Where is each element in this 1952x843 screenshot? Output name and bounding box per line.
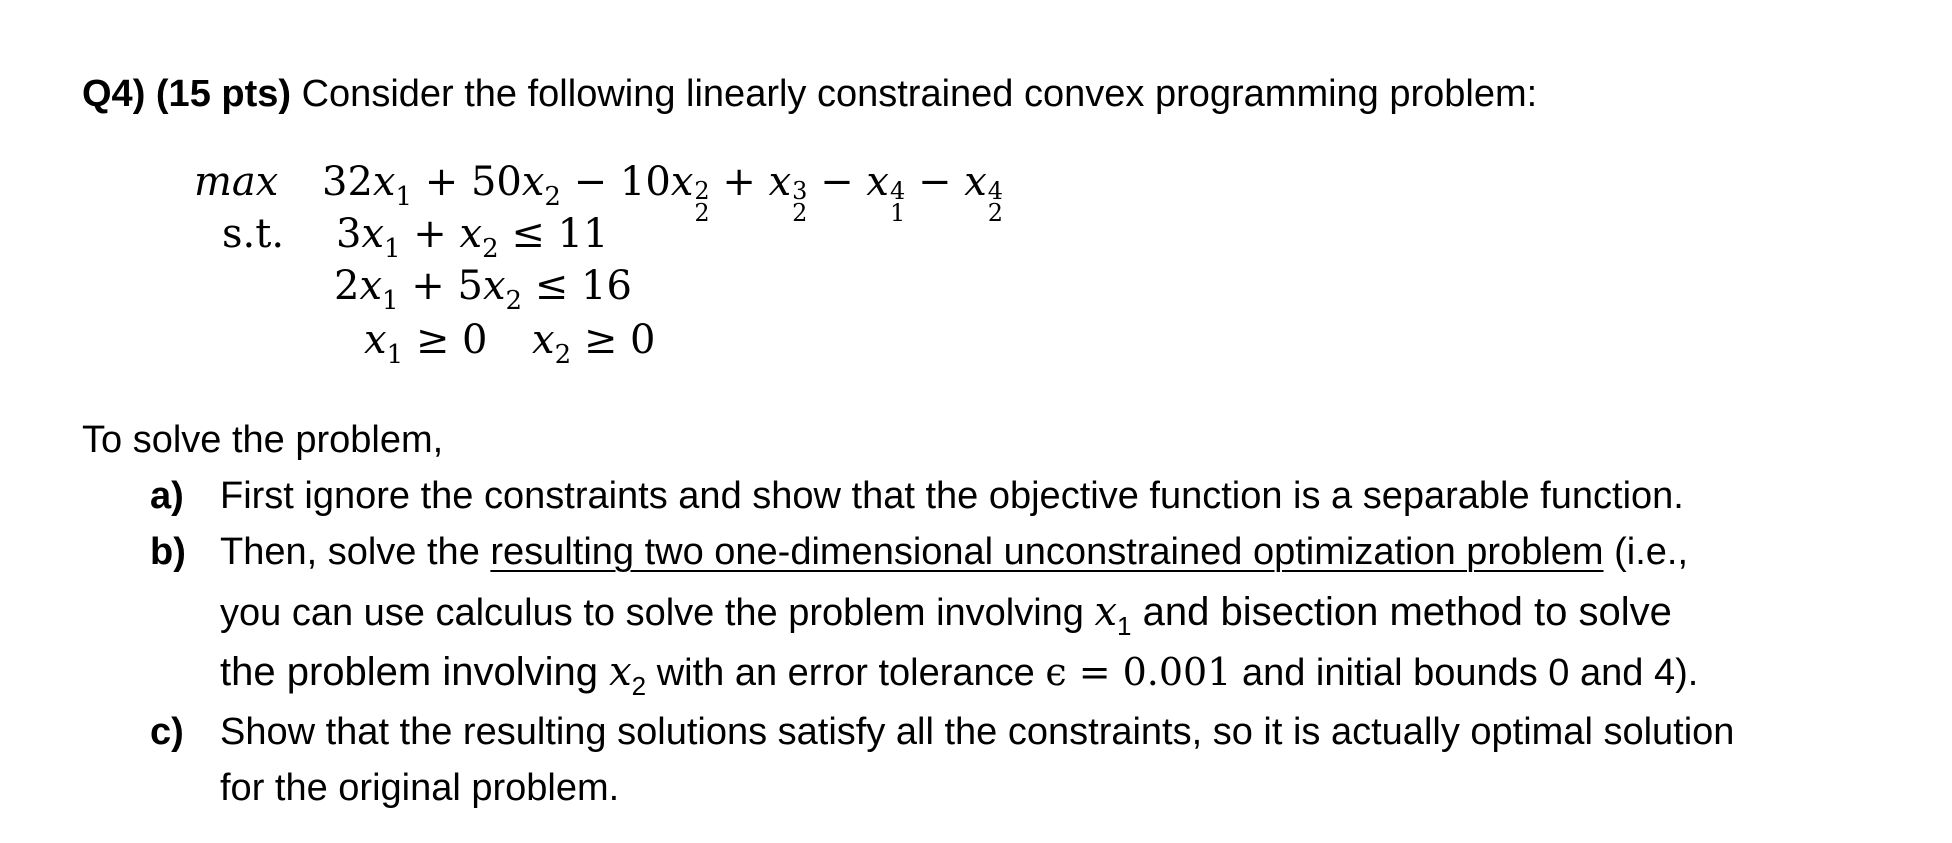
max-keyword: max xyxy=(194,159,279,205)
item-b-line-1: Then, solve the resulting two one-dimensional unconstrained optimization problem (i.e., xyxy=(220,531,1689,573)
question-label: Q4) (15 pts) xyxy=(82,73,292,115)
nonnegativity-x2: $x_2 \ge 0$ xyxy=(532,317,656,370)
objective-row xyxy=(194,160,278,204)
constraint-1: $3x_1 + x_2 \le 11$ xyxy=(336,211,609,264)
item-b-line-2: you can use calculus to solve the problem involving $x_1$ and bisection method to solve xyxy=(220,589,1672,641)
question-heading xyxy=(82,72,1537,116)
item-a-label: a) xyxy=(150,475,184,517)
objective-function: $32x_1 + 50x_2 - 10x$ 2 2 + x 3 2 − x 4 1 − x 4 2 xyxy=(322,159,1004,227)
constraint-2: $2x_1 + 5x_2 \le 16$ xyxy=(334,263,632,316)
item-c-line-1: Show that the resulting solutions satisfy all the constraints, so it is actually optimal solution xyxy=(220,711,1735,753)
item-b-label: b) xyxy=(150,531,186,573)
subject-to-keyword: s.t. xyxy=(222,211,285,257)
lead-text: To solve the problem, xyxy=(82,419,444,461)
epsilon-value: ϵ = 0.001 xyxy=(1045,650,1232,694)
item-c-label: c) xyxy=(150,711,184,753)
underlined-phrase: resulting two one-dimensional unconstrained optimization problem xyxy=(490,531,1604,573)
item-c-line-2: for the original problem. xyxy=(220,767,620,809)
nonnegativity-x1: $x_1 \ge 0$ xyxy=(364,317,488,370)
item-b-line-3: the problem involving $x_2$ with an error tolerance ϵ = 0.001 and initial bounds 0 and 4). xyxy=(220,649,1699,701)
question-intro: Consider the following linearly constrained convex programming problem: xyxy=(291,73,1538,115)
item-a-text: First ignore the constraints and show that the objective function is a separable function. xyxy=(220,475,1684,517)
